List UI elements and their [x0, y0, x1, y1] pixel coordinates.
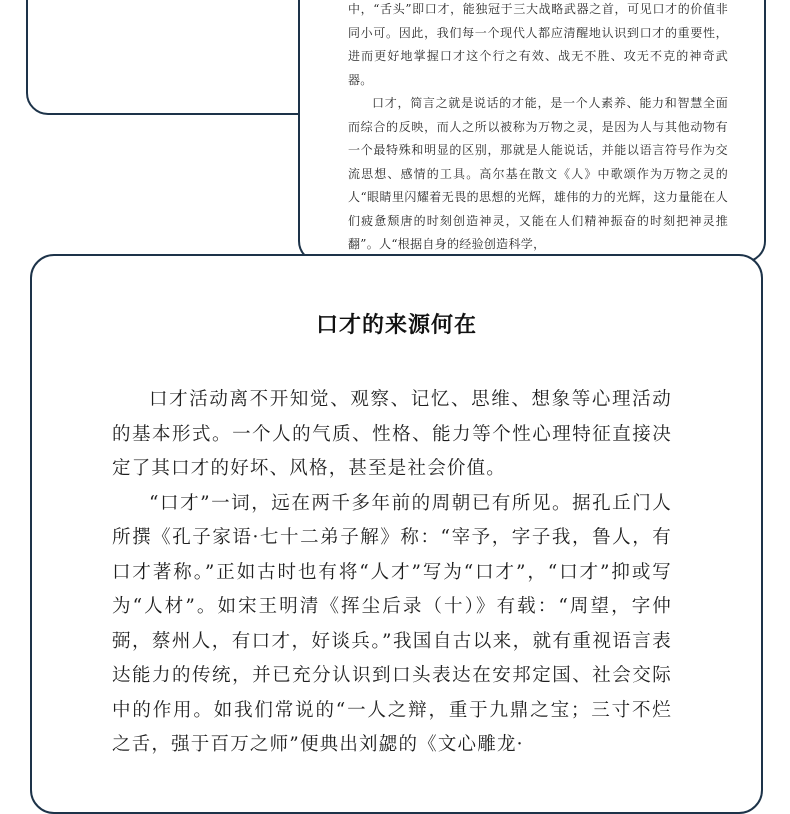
main-text-panel [30, 254, 763, 814]
main-body-text [112, 383, 672, 763]
main-paragraph-1: 口才活动离不开知觉、观察、记忆、思维、想象等心理活动的基本形式。一个人的气质、性格、能力等个性心理特征直接决定了其口才的好坏、风格，甚至是社会价值。 [112, 389, 672, 479]
top-text-panel [298, 0, 766, 263]
main-paragraph-2: “口才”一词，远在两千多年前的周朝已有所见。据孔丘门人所撰《孔子家语·七十二弟子解》称：“宰予，字子我，鲁人，有口才著称。”正如古时也有将“人才”写为“口才”，“口才”抑或写为“人材”。如宋王明清《挥尘后录（十）》有载：“周望，字仲弼，蔡州人，有口才，好谈兵。”我国自古以来，就有重视语言表达能力的传统，并已充分认识到口头表达在安邦定国、社会交际中的作用。如我们常说的“一人之辩，重于九鼎之宝；三寸不烂之舌，强于百万之师”便典出刘勰的《文心雕龙· [112, 492, 672, 755]
page-title: 口才的来源何在 [315, 312, 477, 338]
top-panel-text [348, 0, 728, 257]
top-paragraph-1: 中，“舌头”即口才，能独冠于三大战略武器之首，可见口才的价值非同小可。因此，我们每一个现代人都应清醒地认识到口才的重要性，进而更好地掌握口才这个行之有效、战无不胜、攻无不克的神奇武器。 [348, 2, 728, 87]
top-paragraph-2: 口才，简言之就是说话的才能，是一个人素养、能力和智慧全面而综合的反映，而人之所以被称为万物之灵，是因为人与其他动物有一个最特殊和明显的区别，那就是人能说话，并能以语言符号作为交流思想、感情的工具。高尔基在散文《人》中歌颂作为万物之灵的人“眼睛里闪耀着无畏的思想的光辉，雄伟的力的光辉，这力量能在人们疲惫颓唐的时刻创造神灵，又能在人们精神振奋的时刻把神灵推翻”。人“根据自身的经验创造科学， [348, 96, 728, 251]
